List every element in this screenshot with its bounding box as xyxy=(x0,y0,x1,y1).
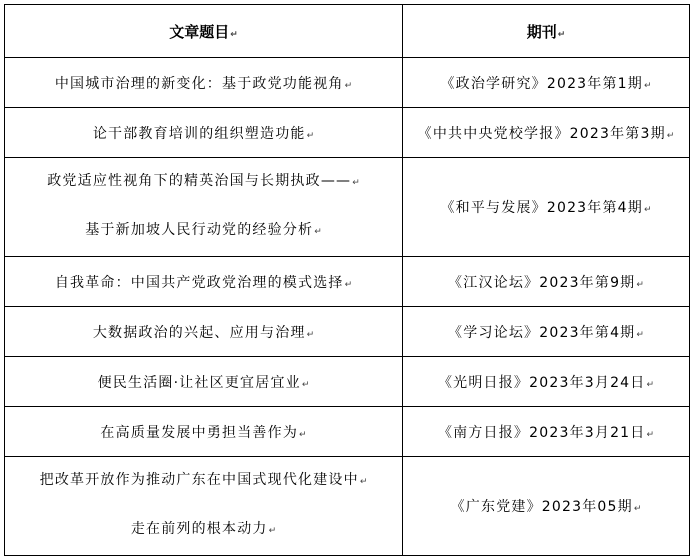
paragraph-mark-icon: ↵ xyxy=(359,477,368,487)
paragraph-mark-icon: ↵ xyxy=(646,429,655,440)
paragraph-mark-icon: ↵ xyxy=(268,526,277,536)
table-row xyxy=(5,407,690,457)
paragraph-mark-icon: ↵ xyxy=(557,29,566,40)
article-title: 论干部教育培训的组织塑造功能↵ xyxy=(5,108,403,158)
paragraph-mark-icon: ↵ xyxy=(344,80,353,91)
journal-citation: 《光明日报》2023年3月24日↵ xyxy=(403,357,690,407)
paragraph-mark-icon: ↵ xyxy=(644,205,652,215)
paragraph-mark-icon: ↵ xyxy=(314,227,322,237)
table-row xyxy=(5,307,690,357)
paragraph-mark-icon: ↵ xyxy=(306,130,315,141)
paragraph-mark-icon: ↵ xyxy=(636,279,644,290)
article-title: 在高质量发展中勇担当善作为↵ xyxy=(5,407,403,457)
article-title: 政党适应性视角下的精英治国与长期执政——↵ 基于新加坡人民行动党的经验分析↵ xyxy=(5,158,403,257)
header-journal: 期刊↵ xyxy=(403,5,690,58)
paragraph-mark-icon: ↵ xyxy=(301,379,310,390)
header-title: 文章题目↵ xyxy=(5,5,403,58)
journal-citation: 《和平与发展》2023年第4期↵ xyxy=(403,158,690,257)
article-title: 把改革开放作为推动广东在中国式现代化建设中↵ 走在前列的根本动力↵ xyxy=(5,457,403,556)
paragraph-mark-icon: ↵ xyxy=(344,279,353,290)
table-row xyxy=(5,357,690,407)
table-row xyxy=(5,108,690,158)
paragraph-mark-icon: ↵ xyxy=(666,130,675,141)
paragraph-mark-icon: ↵ xyxy=(306,329,315,340)
table-row xyxy=(5,257,690,307)
paragraph-mark-icon: ↵ xyxy=(646,379,655,390)
table-row xyxy=(5,457,690,556)
paragraph-mark-icon: ↵ xyxy=(352,178,360,188)
journal-citation: 《中共中央党校学报》2023年第3期↵ xyxy=(403,108,690,158)
paragraph-mark-icon: ↵ xyxy=(230,29,238,40)
paragraph-mark-icon: ↵ xyxy=(644,80,652,91)
table-row xyxy=(5,158,690,257)
paragraph-mark-icon: ↵ xyxy=(633,504,642,514)
article-title: 便民生活圈·让社区更宜居宜业↵ xyxy=(5,357,403,407)
journal-citation: 《政治学研究》2023年第1期↵ xyxy=(403,58,690,108)
article-title: 自我革命：中国共产党政党治理的模式选择↵ xyxy=(5,257,403,307)
paragraph-mark-icon: ↵ xyxy=(636,329,644,340)
journal-citation: 《广东党建》2023年05期↵ xyxy=(403,457,690,556)
header-row xyxy=(5,5,690,58)
article-title: 大数据政治的兴起、应用与治理↵ xyxy=(5,307,403,357)
journal-citation: 《江汉论坛》2023年第9期↵ xyxy=(403,257,690,307)
article-title: 中国城市治理的新变化：基于政党功能视角↵ xyxy=(5,58,403,108)
journal-citation: 《学习论坛》2023年第4期↵ xyxy=(403,307,690,357)
table-row xyxy=(5,58,690,108)
journal-citation: 《南方日报》2023年3月21日↵ xyxy=(403,407,690,457)
article-table xyxy=(4,4,690,556)
paragraph-mark-icon: ↵ xyxy=(299,429,307,440)
